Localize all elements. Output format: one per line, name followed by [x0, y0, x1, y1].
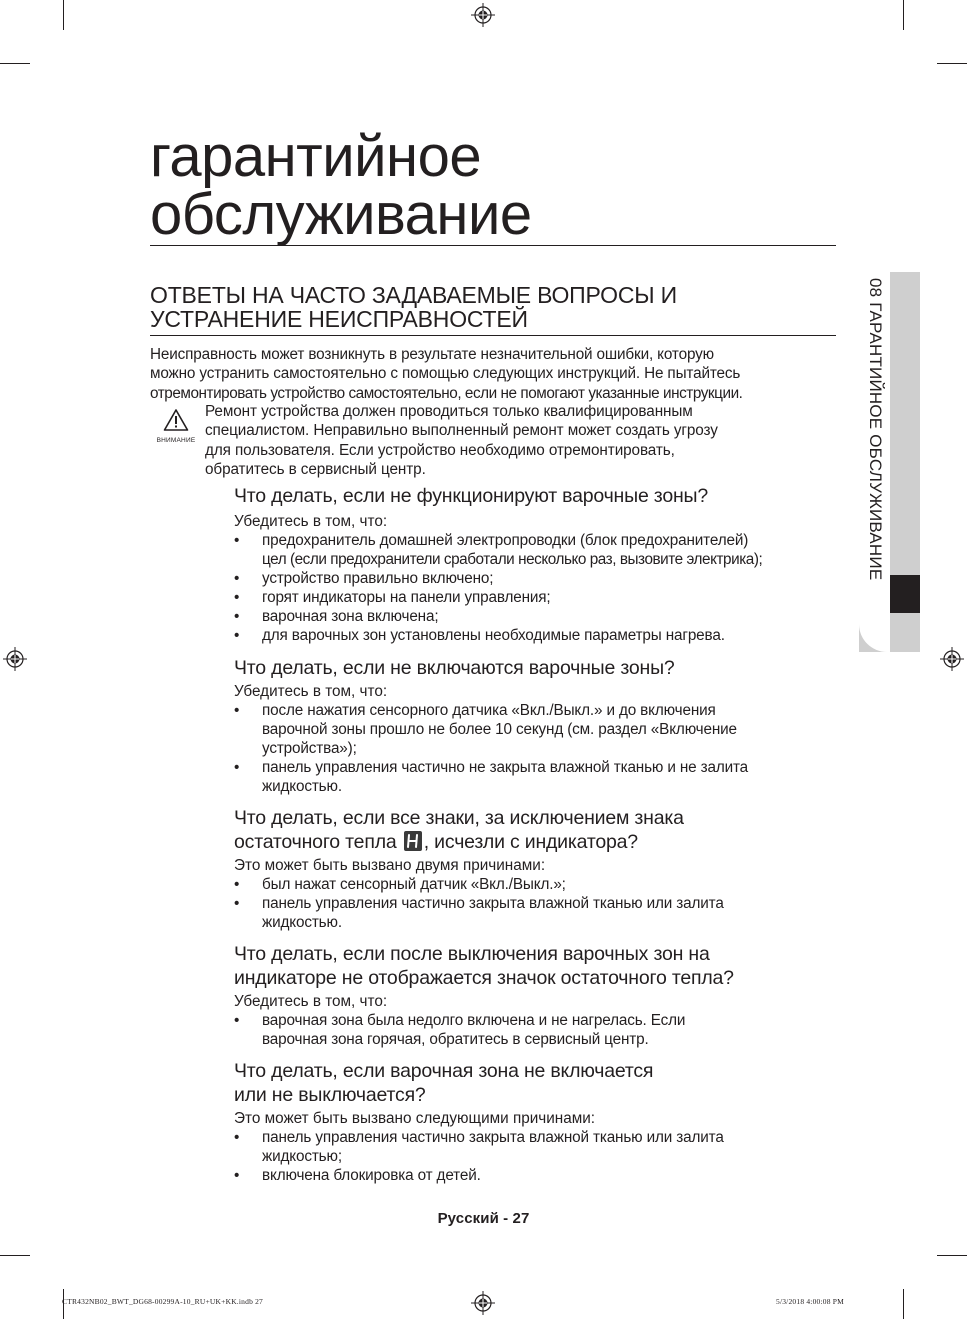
list-item: [234, 607, 844, 626]
intro-paragraph: [150, 345, 840, 403]
list-item-text: был нажат сенсорный датчик «Вкл./Выкл.»;: [262, 876, 566, 893]
list-item: [234, 894, 844, 932]
registration-mark-icon: [471, 3, 495, 27]
warning-line: для пользователя. Если устройство необходимо отремонтировать,: [205, 441, 675, 459]
section-heading-line: УСТРАНЕНИЕ НЕИСПРАВНОСТЕЙ: [150, 306, 528, 332]
warning-text: [205, 402, 815, 480]
faq-lead: Это может быть вызвано двумя причинами:: [234, 857, 546, 874]
list-item: [234, 588, 844, 607]
crop-mark-top-left-h: [0, 63, 30, 64]
list-item: [234, 875, 844, 894]
faq-bullet-list: [234, 701, 844, 796]
bullet-icon: •: [234, 1012, 240, 1029]
list-item: [234, 701, 844, 758]
faq-question: Что делать, если не включаются варочные зоны?: [234, 657, 675, 679]
chapter-side-tab-marker: [890, 575, 920, 613]
warning-line: Ремонт устройства должен проводиться только квалифицированным: [205, 403, 693, 420]
list-item-text: устройство правильно включено;: [262, 570, 494, 587]
list-item-text: включена блокировка от детей.: [262, 1167, 481, 1184]
faq-question: [234, 830, 844, 854]
warning-triangle-icon: [163, 408, 189, 432]
warning-line: специалистом. Неправильно выполненный ремонт может создать угрозу: [205, 422, 718, 440]
bullet-icon: •: [234, 627, 240, 644]
bullet-icon: •: [234, 570, 240, 587]
faq-item: [234, 806, 844, 932]
bullet-icon: •: [234, 895, 240, 912]
registration-mark-icon: [940, 647, 964, 671]
faq-question-text: , исчезли с индикатора?: [423, 831, 638, 853]
faq-item: [234, 484, 844, 645]
crop-mark-top-left-v: [63, 0, 64, 30]
residual-heat-h-icon: [404, 831, 422, 851]
print-footer-date: 5/3/2018 4:00:08 PM: [776, 1297, 844, 1306]
intro-line: Неисправность может возникнуть в результате незначительной ошибки, которую: [150, 346, 714, 363]
list-item: [234, 1128, 844, 1166]
bullet-icon: •: [234, 759, 240, 776]
faq-bullet-list: [234, 1128, 844, 1185]
section-heading-line: ОТВЕТЫ НА ЧАСТО ЗАДАВАЕМЫЕ ВОПРОСЫ И: [150, 282, 677, 308]
page-title-line: гарантийное: [150, 124, 482, 189]
registration-mark-icon: [3, 647, 27, 671]
list-item-text: устройства»);: [262, 740, 357, 757]
faq-question: Что делать, если все знаки, за исключением знака: [234, 807, 684, 829]
faq-lead: Убедитесь в том, что:: [234, 993, 388, 1010]
warning-label: ВНИМАНИЕ: [156, 437, 196, 444]
list-item-text: варочная зона горячая, обратитесь в сервисный центр.: [262, 1031, 649, 1048]
faq-bullet-list: [234, 875, 844, 932]
section-heading: [150, 283, 836, 336]
warning-icon-group: [150, 408, 202, 445]
list-item-text: жидкостью.: [262, 914, 342, 931]
print-footer-filename: CTR432NB02_BWT_DG68-00299A-10_RU+UK+KK.indb 27: [62, 1297, 263, 1306]
bullet-icon: •: [234, 876, 240, 893]
page-number: Русский - 27: [437, 1210, 530, 1227]
faq-question: индикаторе не отображается значок остаточного тепла?: [234, 967, 734, 989]
faq-question: Что делать, если не функционируют варочные зоны?: [234, 485, 708, 507]
crop-mark-bottom-right-h: [937, 1255, 967, 1256]
faq-lead: Убедитесь в том, что:: [234, 683, 388, 700]
bullet-icon: •: [234, 532, 240, 549]
list-item: [234, 1166, 844, 1185]
list-item-text: горят индикаторы на панели управления;: [262, 589, 551, 606]
registration-mark-icon: [471, 1291, 495, 1315]
warning-line: обратитесь в сервисный центр.: [205, 461, 426, 479]
list-item: [234, 758, 844, 796]
list-item: [234, 1011, 844, 1049]
page-title-line: обслуживание: [150, 182, 532, 247]
list-item-text: варочная зона включена;: [262, 608, 439, 625]
chapter-side-tab-text: 08 ГАРАНТИЙНОЕ ОБСЛУЖИВАНИЕ: [866, 278, 885, 581]
faq-question: Что делать, если после выключения варочных зон на: [234, 943, 710, 965]
list-item-text: панель управления частично не закрыта влажной тканью и не залита: [262, 759, 749, 776]
list-item-text: жидкостью;: [262, 1148, 342, 1165]
faq-question: или не выключается?: [234, 1084, 426, 1106]
list-item-text: предохранитель домашней электропроводки (блок предохранителей): [262, 532, 749, 549]
crop-mark-bottom-right-v: [903, 1289, 904, 1319]
crop-mark-top-right-v: [903, 0, 904, 30]
bullet-icon: •: [234, 1167, 240, 1184]
faq-item: [234, 656, 844, 796]
list-item: [234, 626, 844, 645]
list-item-text: панель управления частично закрыта влажной тканью или залита: [262, 1129, 724, 1146]
list-item-text: варочной зоны прошло не более 10 секунд (см. раздел «Включение: [262, 721, 737, 738]
crop-mark-top-right-h: [937, 63, 967, 64]
list-item: [234, 531, 844, 569]
faq-lead: Это может быть вызвано следующими причинами:: [234, 1110, 596, 1127]
bullet-icon: •: [234, 608, 240, 625]
faq-bullet-list: [234, 531, 844, 645]
intro-line: можно устранить самостоятельно с помощью следующих инструкций. Не пытайтесь: [150, 365, 741, 383]
list-item-text: панель управления частично закрыта влажной тканью или залита: [262, 895, 724, 912]
intro-line: отремонтировать устройство самостоятельно, если не помогают указанные инструкции.: [150, 384, 743, 402]
faq-lead: Убедитесь в том, что:: [234, 513, 388, 530]
faq-question-text: остаточного тепла: [234, 831, 397, 853]
page-title: [150, 124, 836, 247]
list-item-text: после нажатия сенсорного датчика «Вкл./Выкл.» и до включения: [262, 702, 716, 719]
list-item-text: жидкостью.: [262, 778, 342, 795]
list-item: [234, 569, 844, 588]
bullet-icon: •: [234, 702, 240, 719]
faq-question: Что делать, если варочная зона не включается: [234, 1060, 654, 1082]
crop-mark-bottom-left-h: [0, 1255, 30, 1256]
faq-bullet-list: [234, 1011, 844, 1049]
faq-item: [234, 1059, 844, 1185]
faq-item: [234, 942, 844, 1049]
list-item-text: варочная зона была недолго включена и не нагрелась. Если: [262, 1012, 686, 1029]
list-item-text: для варочных зон установлены необходимые параметры нагрева.: [262, 627, 725, 644]
bullet-icon: •: [234, 1129, 240, 1146]
list-item-text: цел (если предохранители сработали несколько раз, вызовите электрика);: [262, 551, 763, 568]
bullet-icon: •: [234, 589, 240, 606]
